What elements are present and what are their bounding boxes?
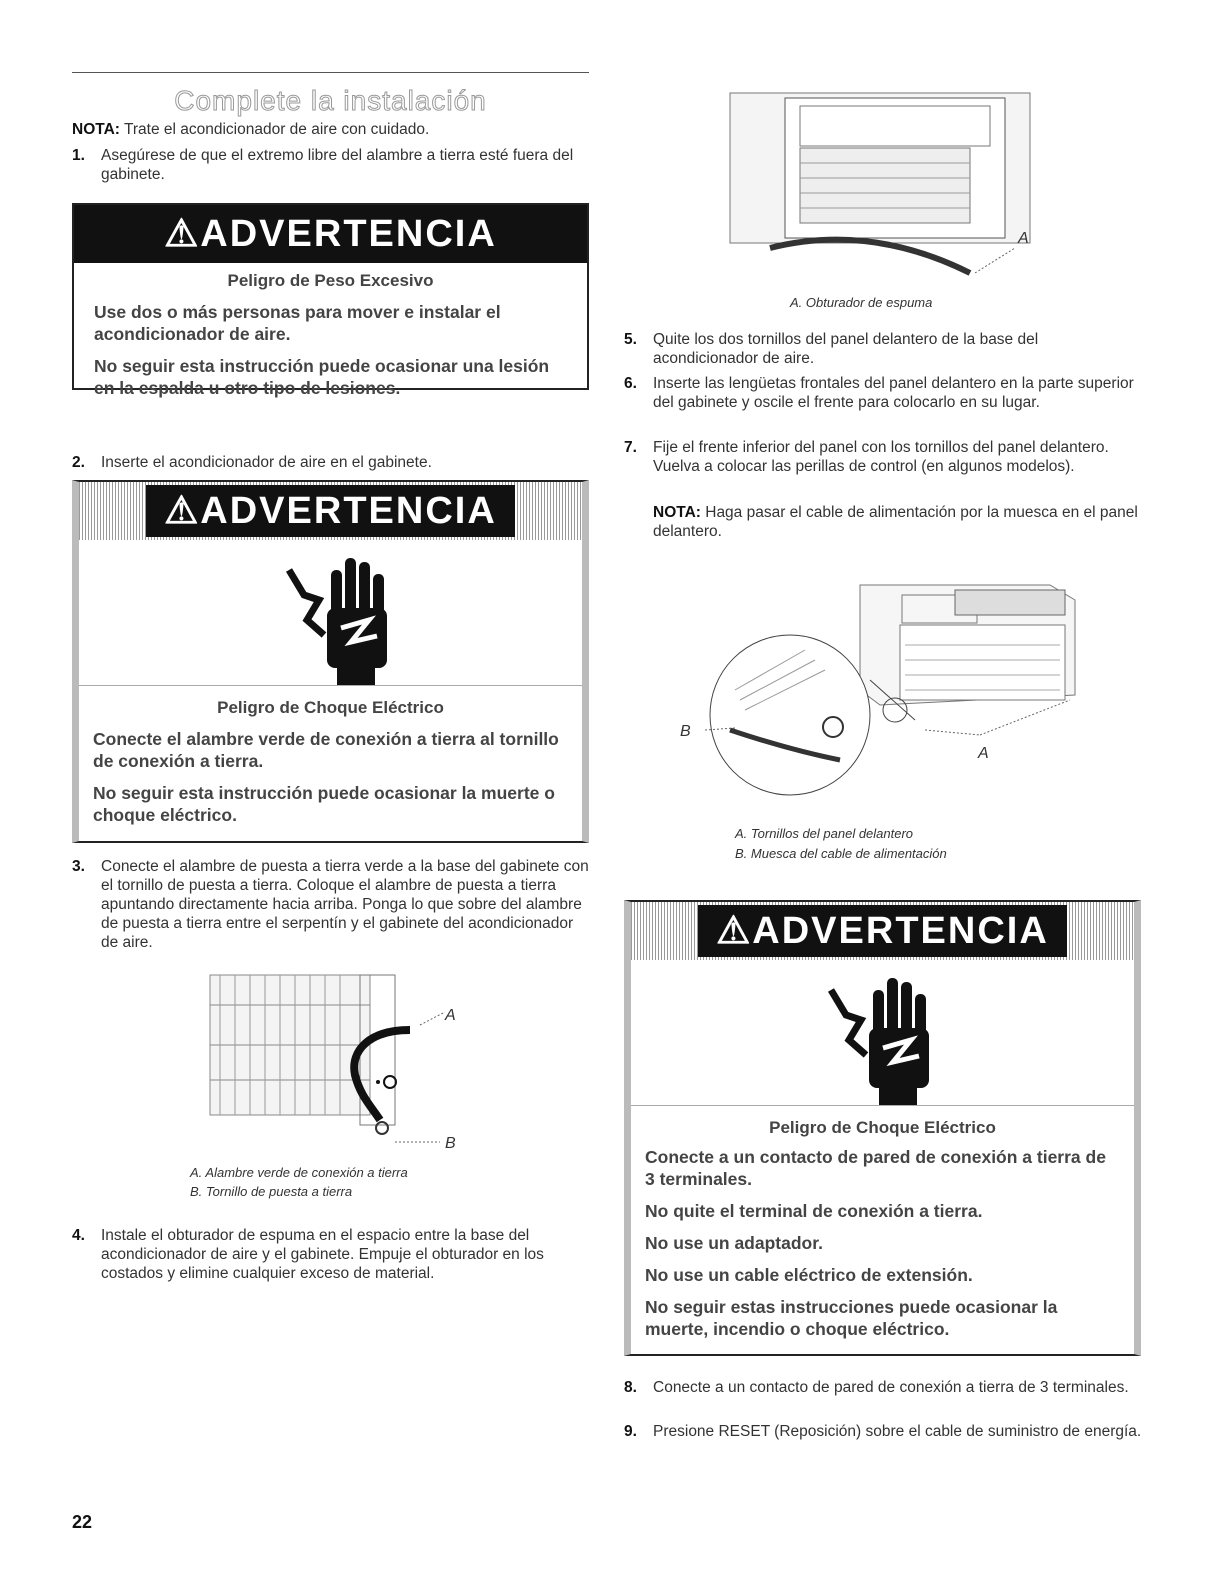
figure-label-b: B — [680, 723, 691, 740]
figure-label-a: A — [445, 1007, 456, 1024]
figure-caption: A. Alambre verde de conexión a tierra — [190, 1165, 408, 1180]
page-number: 22 — [72, 1512, 93, 1532]
figure-caption: A. Tornillos del panel delantero — [735, 826, 914, 841]
note-text: Trate el acondicionador de aire con cuidado. — [119, 121, 430, 138]
warning-line: No quite el terminal de conexión a tierra. — [645, 1201, 983, 1221]
step-text: Conecte a un contacto de pared de conexión a tierra de 3 terminales. — [653, 1379, 1129, 1396]
step-text: Inserte el acondicionador de aire en el gabinete. — [101, 454, 432, 471]
electric-shock-hand-icon — [79, 540, 582, 685]
figure-label-a: A — [1018, 230, 1029, 247]
section-title: Complete la instalación — [174, 85, 487, 116]
warning-line: No use un adaptador. — [645, 1233, 823, 1253]
step-number: 4. — [72, 1227, 85, 1244]
note-handle-care — [72, 120, 589, 139]
step-number: 8. — [624, 1379, 637, 1396]
step-number: 6. — [624, 375, 637, 392]
note-label: NOTA: — [653, 504, 701, 521]
step-number: 3. — [72, 858, 85, 875]
warning-title: ADVERTENCIA — [752, 910, 1049, 952]
step-3 — [72, 857, 592, 952]
ground-wire-figure — [200, 970, 470, 1160]
step-text: Inserte las lengüetas frontales del panel delantero en la parte superior del gabinete y oscile el frente para colocarlo en su lugar. — [653, 375, 1134, 411]
warning-title: ADVERTENCIA — [200, 490, 497, 532]
step-text: Instale el obturador de espuma en el espacio entre la base del acondicionador de aire y el gabinete. Empuje el obturador en los costados y elimine cualquier exceso de material. — [101, 1227, 544, 1282]
step-5 — [624, 330, 1144, 368]
step-2 — [72, 453, 589, 472]
warning-header — [631, 902, 1134, 960]
header-rule — [72, 72, 589, 73]
front-panel-figure — [690, 570, 1110, 830]
step-text: Conecte el alambre de puesta a tierra verde a la base del gabinete con el tornillo de puesta a tierra. Coloque el alambre de puesta a tierra apuntando directamente hacia arriba. Ponga lo que sobre del alambre de puesta a tierra entre el serpentín y el gabinete del acondicionador de aire. — [101, 858, 589, 951]
warning-weight — [72, 203, 589, 398]
warning-title: ADVERTENCIA — [200, 213, 497, 255]
warning-line: Conecte el alambre verde de conexión a tierra al tornillo de conexión a tierra. — [93, 729, 559, 771]
electric-shock-hand-icon — [631, 960, 1134, 1105]
step-number: 5. — [624, 331, 637, 348]
note-power-cord — [653, 503, 1143, 541]
warning-line: Use dos o más personas para mover e instalar el acondicionador de aire. — [94, 302, 501, 344]
figure-label-b: B — [445, 1135, 456, 1152]
warning-shock-ground — [72, 480, 589, 843]
figure-caption: A. Obturador de espuma — [790, 295, 933, 310]
warning-subtitle: Peligro de Choque Eléctrico — [217, 698, 444, 717]
warning-shock-outlet — [624, 900, 1141, 1356]
warning-line: No seguir esta instrucción puede ocasionar la muerte o choque eléctrico. — [93, 783, 555, 825]
step-text: Asegúrese de que el extremo libre del alambre a tierra esté fuera del gabinete. — [101, 147, 574, 183]
step-7 — [624, 438, 1144, 476]
foam-seal-figure — [720, 78, 1040, 293]
warning-line: Conecte a un contacto de pared de conexión a tierra de 3 terminales. — [645, 1147, 1106, 1189]
note-label: NOTA: — [72, 121, 120, 138]
warning-triangle-icon: ⚠ — [164, 213, 201, 255]
warning-subtitle: Peligro de Peso Excesivo — [227, 271, 434, 290]
step-number: 2. — [72, 454, 85, 471]
step-number: 7. — [624, 439, 637, 456]
step-text: Fije el frente inferior del panel con los tornillos del panel delantero. Vuelva a colocar las perillas de control (en algunos modelos). — [653, 439, 1109, 475]
step-number: 1. — [72, 147, 85, 164]
warning-subtitle: Peligro de Choque Eléctrico — [769, 1118, 996, 1137]
step-9 — [624, 1422, 1144, 1441]
figure-label-a: A — [978, 745, 989, 762]
warning-header — [74, 205, 587, 263]
warning-triangle-icon: ⚠ — [716, 910, 753, 952]
note-text: Haga pasar el cable de alimentación por la muesca en el panel delantero. — [653, 504, 1138, 540]
step-number: 9. — [624, 1423, 637, 1440]
step-text: Presione RESET (Reposición) sobre el cable de suministro de energía. — [653, 1423, 1142, 1440]
step-1 — [72, 146, 589, 184]
warning-header — [79, 482, 582, 540]
warning-line: No seguir estas instrucciones puede ocasionar la muerte, incendio o choque eléctrico. — [645, 1297, 1058, 1339]
warning-line: No use un cable eléctrico de extensión. — [645, 1265, 973, 1285]
step-8 — [624, 1378, 1144, 1397]
step-text: Quite los dos tornillos del panel delantero de la base del acondicionador de aire. — [653, 331, 1039, 367]
figure-caption: B. Muesca del cable de alimentación — [735, 846, 947, 861]
warning-line: No seguir esta instrucción puede ocasionar una lesión en la espalda u otro tipo de lesiones. — [94, 356, 550, 398]
step-4 — [72, 1226, 589, 1283]
step-6 — [624, 374, 1144, 412]
warning-triangle-icon: ⚠ — [164, 490, 201, 532]
figure-caption: B. Tornillo de puesta a tierra — [190, 1184, 353, 1199]
